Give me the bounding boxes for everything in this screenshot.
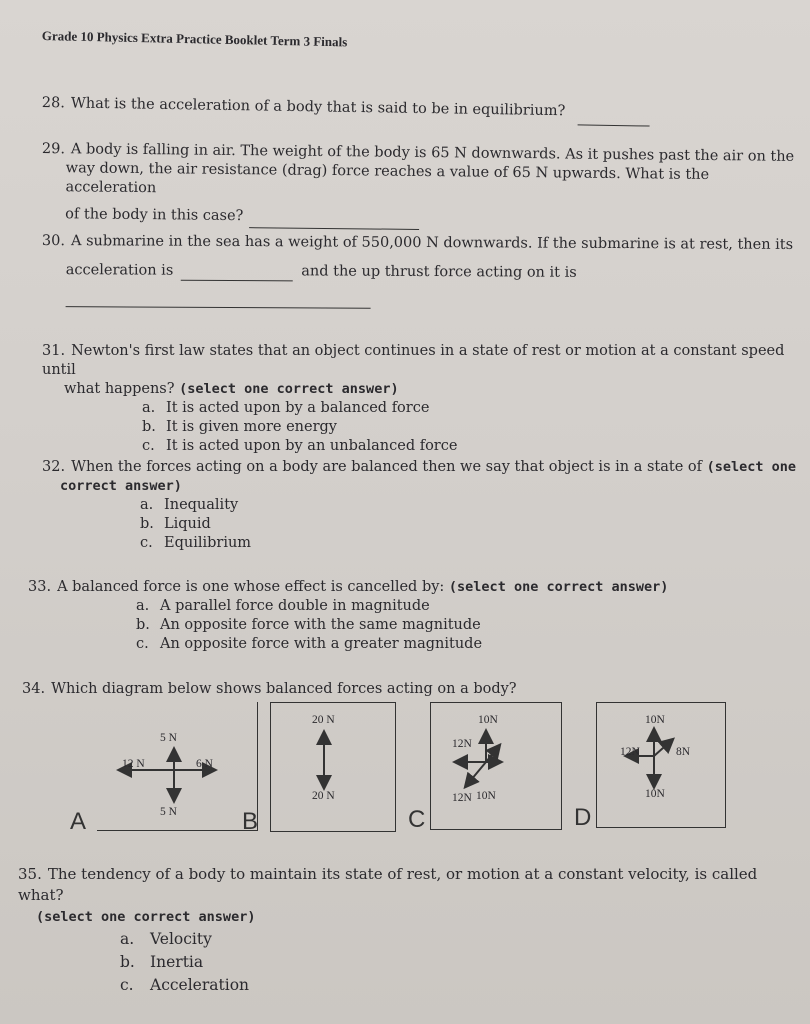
select-instruction: correct answer) xyxy=(60,478,182,494)
force-label: 12 N xyxy=(122,758,145,770)
arrow-d-right xyxy=(654,740,672,756)
question-number: 31. xyxy=(42,343,66,359)
question-number: 35. xyxy=(18,865,42,883)
question-line: what happens? xyxy=(64,381,175,397)
question-line: A balanced force is one whose effect is cancelled by: xyxy=(57,579,445,595)
option-b[interactable]: b. Inertia xyxy=(120,953,204,971)
force-label: 10N xyxy=(476,790,496,802)
option-c[interactable]: c. An opposite force with a greater magnitude xyxy=(136,636,483,652)
question-number: 34. xyxy=(22,681,46,697)
select-instruction: (select one correct answer) xyxy=(448,579,669,595)
select-instruction: (select one correct answer) xyxy=(179,381,399,397)
question-35 xyxy=(18,864,803,997)
force-label: 20 N xyxy=(312,714,335,726)
arrow-c-diagonal xyxy=(466,762,486,786)
question-line: A submarine in the sea has a weight of 550,000 N downwards. If the submarine is at rest, then its xyxy=(70,233,794,253)
option-a[interactable]: a. It is acted upon by a balanced force xyxy=(142,400,430,416)
option-a[interactable]: a. A parallel force double in magnitude xyxy=(136,598,430,614)
select-instruction: (select one xyxy=(706,459,797,475)
question-line: acceleration is xyxy=(65,262,174,279)
option-b[interactable]: b. Liquid xyxy=(140,516,211,532)
diagram-a-label: A xyxy=(70,808,87,835)
question-number: 28. xyxy=(41,94,66,112)
force-label: 20 N xyxy=(312,790,335,802)
options-list xyxy=(120,928,803,997)
option-c[interactable]: c. Acceleration xyxy=(120,976,250,994)
option-c[interactable]: c. Equilibrium xyxy=(140,535,252,551)
question-line: of the body in this case? xyxy=(65,206,244,225)
diagram-c-label: C xyxy=(408,806,426,833)
question-number: 32. xyxy=(42,459,66,475)
question-line: Newton's first law states that an object continues in a state of rest or motion at a constant speed until xyxy=(42,343,785,378)
option-a[interactable]: a. Velocity xyxy=(120,930,212,948)
question-text: Which diagram below shows balanced forces acting on a body? xyxy=(51,681,517,697)
question-number: 29. xyxy=(41,140,66,158)
select-instruction: (select one correct answer) xyxy=(36,909,256,925)
force-label: 12N xyxy=(452,792,472,804)
option-b[interactable]: b. An opposite force with the same magnitude xyxy=(136,617,481,633)
force-label: 5 N xyxy=(160,732,177,744)
question-line: and the up thrust force acting on it is xyxy=(301,263,577,281)
question-line: way down, the air resistance (drag) force reaches a value of 65 N upwards. What is the acceleration xyxy=(65,160,710,197)
diagram-d-label: D xyxy=(574,804,592,831)
question-line: A body is falling in air. The weight of the body is 65 N downwards. As it pushes past the air on the xyxy=(70,141,795,165)
question-number: 30. xyxy=(41,232,66,250)
option-a[interactable]: a. Inequality xyxy=(140,497,239,513)
force-label: 10N xyxy=(645,788,665,800)
force-label: 12N xyxy=(620,746,640,758)
force-label: 10N xyxy=(478,714,498,726)
diagram-b-label: B xyxy=(242,808,259,835)
force-label: 10N xyxy=(645,714,665,726)
force-label: 8N xyxy=(676,746,691,758)
force-label: 5 N xyxy=(160,806,177,818)
page-header: Grade 10 Physics Extra Practice Booklet Term 3 Finals xyxy=(41,28,348,50)
question-line: When the forces acting on a body are balanced then we say that object is in a state of xyxy=(71,459,702,475)
option-c[interactable]: c. It is acted upon by an unbalanced force xyxy=(142,438,458,454)
option-b[interactable]: b. It is given more energy xyxy=(142,419,337,435)
question-line: The tendency of a body to maintain its state of rest, or motion at a constant velocity, is called what? xyxy=(18,865,758,904)
force-label: 6 N xyxy=(196,758,213,770)
question-number: 33. xyxy=(28,579,52,595)
question-text: What is the acceleration of a body that is said to be in equilibrium? xyxy=(70,95,566,120)
force-label: 12N xyxy=(452,738,472,750)
arrow-c-diagonal-2 xyxy=(486,746,499,762)
